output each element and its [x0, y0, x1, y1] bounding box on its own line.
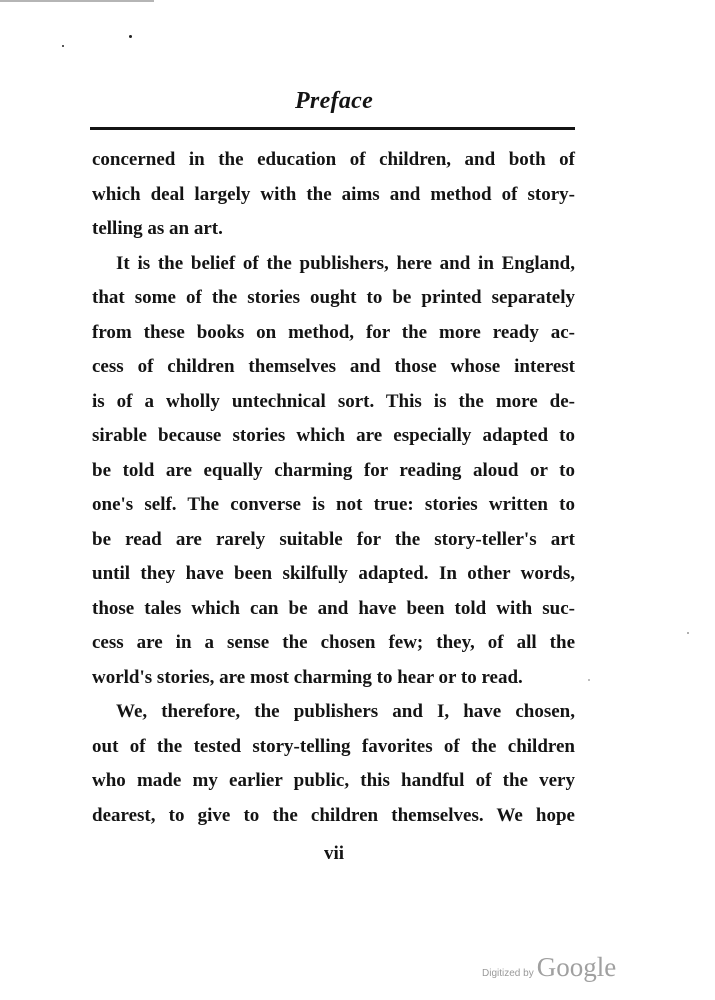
text-line: out of the tested story-telling favorites of the children	[92, 735, 575, 757]
header-rule	[90, 127, 575, 130]
watermark-prefix: Digitized by	[482, 968, 534, 979]
text-line: world's stories, are most charming to hear or to read.	[92, 666, 523, 688]
scan-speck	[129, 35, 132, 38]
text-line: concerned in the education of children, and both of	[92, 149, 575, 170]
text-line: is of a wholly untechnical sort. This is the more de-	[92, 390, 575, 412]
body-text	[92, 143, 575, 833]
text-line: sirable because stories which are especially adapted to	[92, 425, 575, 446]
scan-speck	[687, 632, 689, 634]
page-number: vii	[323, 843, 345, 864]
text-line: which deal largely with the aims and method of story-	[92, 183, 575, 205]
scan-speck	[588, 679, 590, 681]
text-line: We, therefore, the publishers and I, have chosen,	[116, 701, 575, 722]
text-line: from these books on method, for the more ready ac-	[92, 321, 575, 343]
google-logo: Google	[536, 952, 617, 982]
text-line: until they have been skilfully adapted. In other words,	[92, 563, 575, 584]
text-line: who made my earlier public, this handful of the very	[92, 770, 575, 791]
scan-speck	[62, 45, 64, 47]
text-line: cess are in a sense the chosen few; they, of all the	[92, 632, 575, 653]
text-line: that some of the stories ought to be printed separately	[92, 287, 575, 308]
text-line: telling as an art.	[92, 218, 223, 239]
text-line: be told are equally charming for reading aloud or to	[92, 459, 575, 481]
text-line: cess of children themselves and those whose interest	[92, 356, 575, 377]
running-head: Preface	[294, 88, 374, 114]
text-line: one's self. The converse is not true: stories written to	[92, 494, 575, 515]
text-line: be read are rarely suitable for the story-teller's art	[92, 528, 575, 550]
digitized-watermark	[482, 952, 616, 983]
text-line: those tales which can be and have been told with suc-	[92, 597, 575, 619]
text-line: dearest, to give to the children themselves. We hope	[92, 804, 575, 826]
text-line: It is the belief of the publishers, here and in England,	[116, 252, 575, 274]
scan-top-rule	[0, 0, 154, 2]
